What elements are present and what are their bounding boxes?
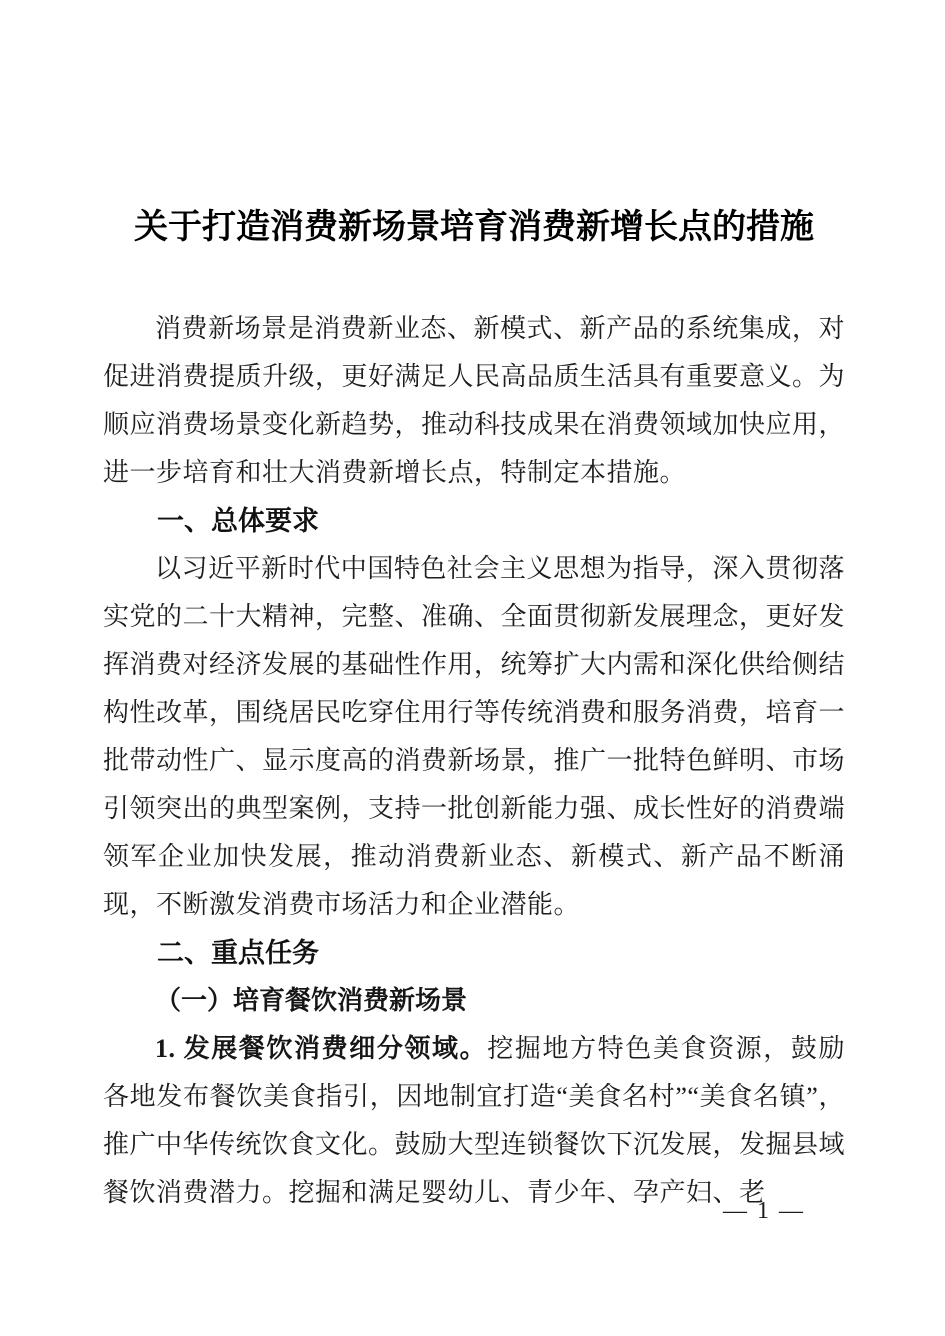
item-1-text: 挖掘地方特色美食资源，鼓励各地发布餐饮美食指引，因地制宜打造“美食名村”“美食名镇”，推广中华传统饮食文化。鼓励大型连锁餐饮下沉发展，发掘县域餐饮消费潜力。挖掘和满足婴幼儿、青少年、孕产妇、老 — [103, 1034, 846, 1207]
document-title: 关于打造消费新场景培育消费新增长点的措施 — [134, 209, 814, 246]
section-2-sub-heading: （一）培育餐饮消费新场景 — [155, 986, 468, 1015]
section-1-heading: 一、总体要求 — [157, 506, 319, 536]
intro-paragraph: 消费新场景是消费新业态、新模式、新产品的系统集成，对促进消费提质升级，更好满足人民高品质生活具有重要意义。为顺应消费场景变化新趋势，推动科技成果在消费领域加快应用，进一步培育和壮大消费新增长点，特制定本措施。 — [103, 314, 846, 487]
item-1-paragraph — [103, 1025, 845, 1217]
page-number: — 1 — — [723, 1198, 805, 1224]
section-2-heading: 二、重点任务 — [157, 938, 319, 968]
section-1-paragraph: 以习近平新时代中国特色社会主义思想为指导，深入贯彻落实党的二十大精神，完整、准确、全面贯彻新发展理念，更好发挥消费对经济发展的基础性作用，统筹扩大内需和深化供给侧结构性改革，围绕居民吃穿住用行等传统消费和服务消费，培育一批带动性广、显示度高的消费新场景，推广一批特色鲜明、市场引领突出的典型案例，支持一批创新能力强、成长性好的消费端领军企业加快发展，推动消费新业态、新模式、新产品不断涌现，不断激发消费市场活力和企业潜能。 — [103, 554, 846, 919]
document-content — [103, 0, 845, 1217]
item-1-lead: 1. 发展餐饮消费细分领域。 — [155, 1034, 488, 1063]
